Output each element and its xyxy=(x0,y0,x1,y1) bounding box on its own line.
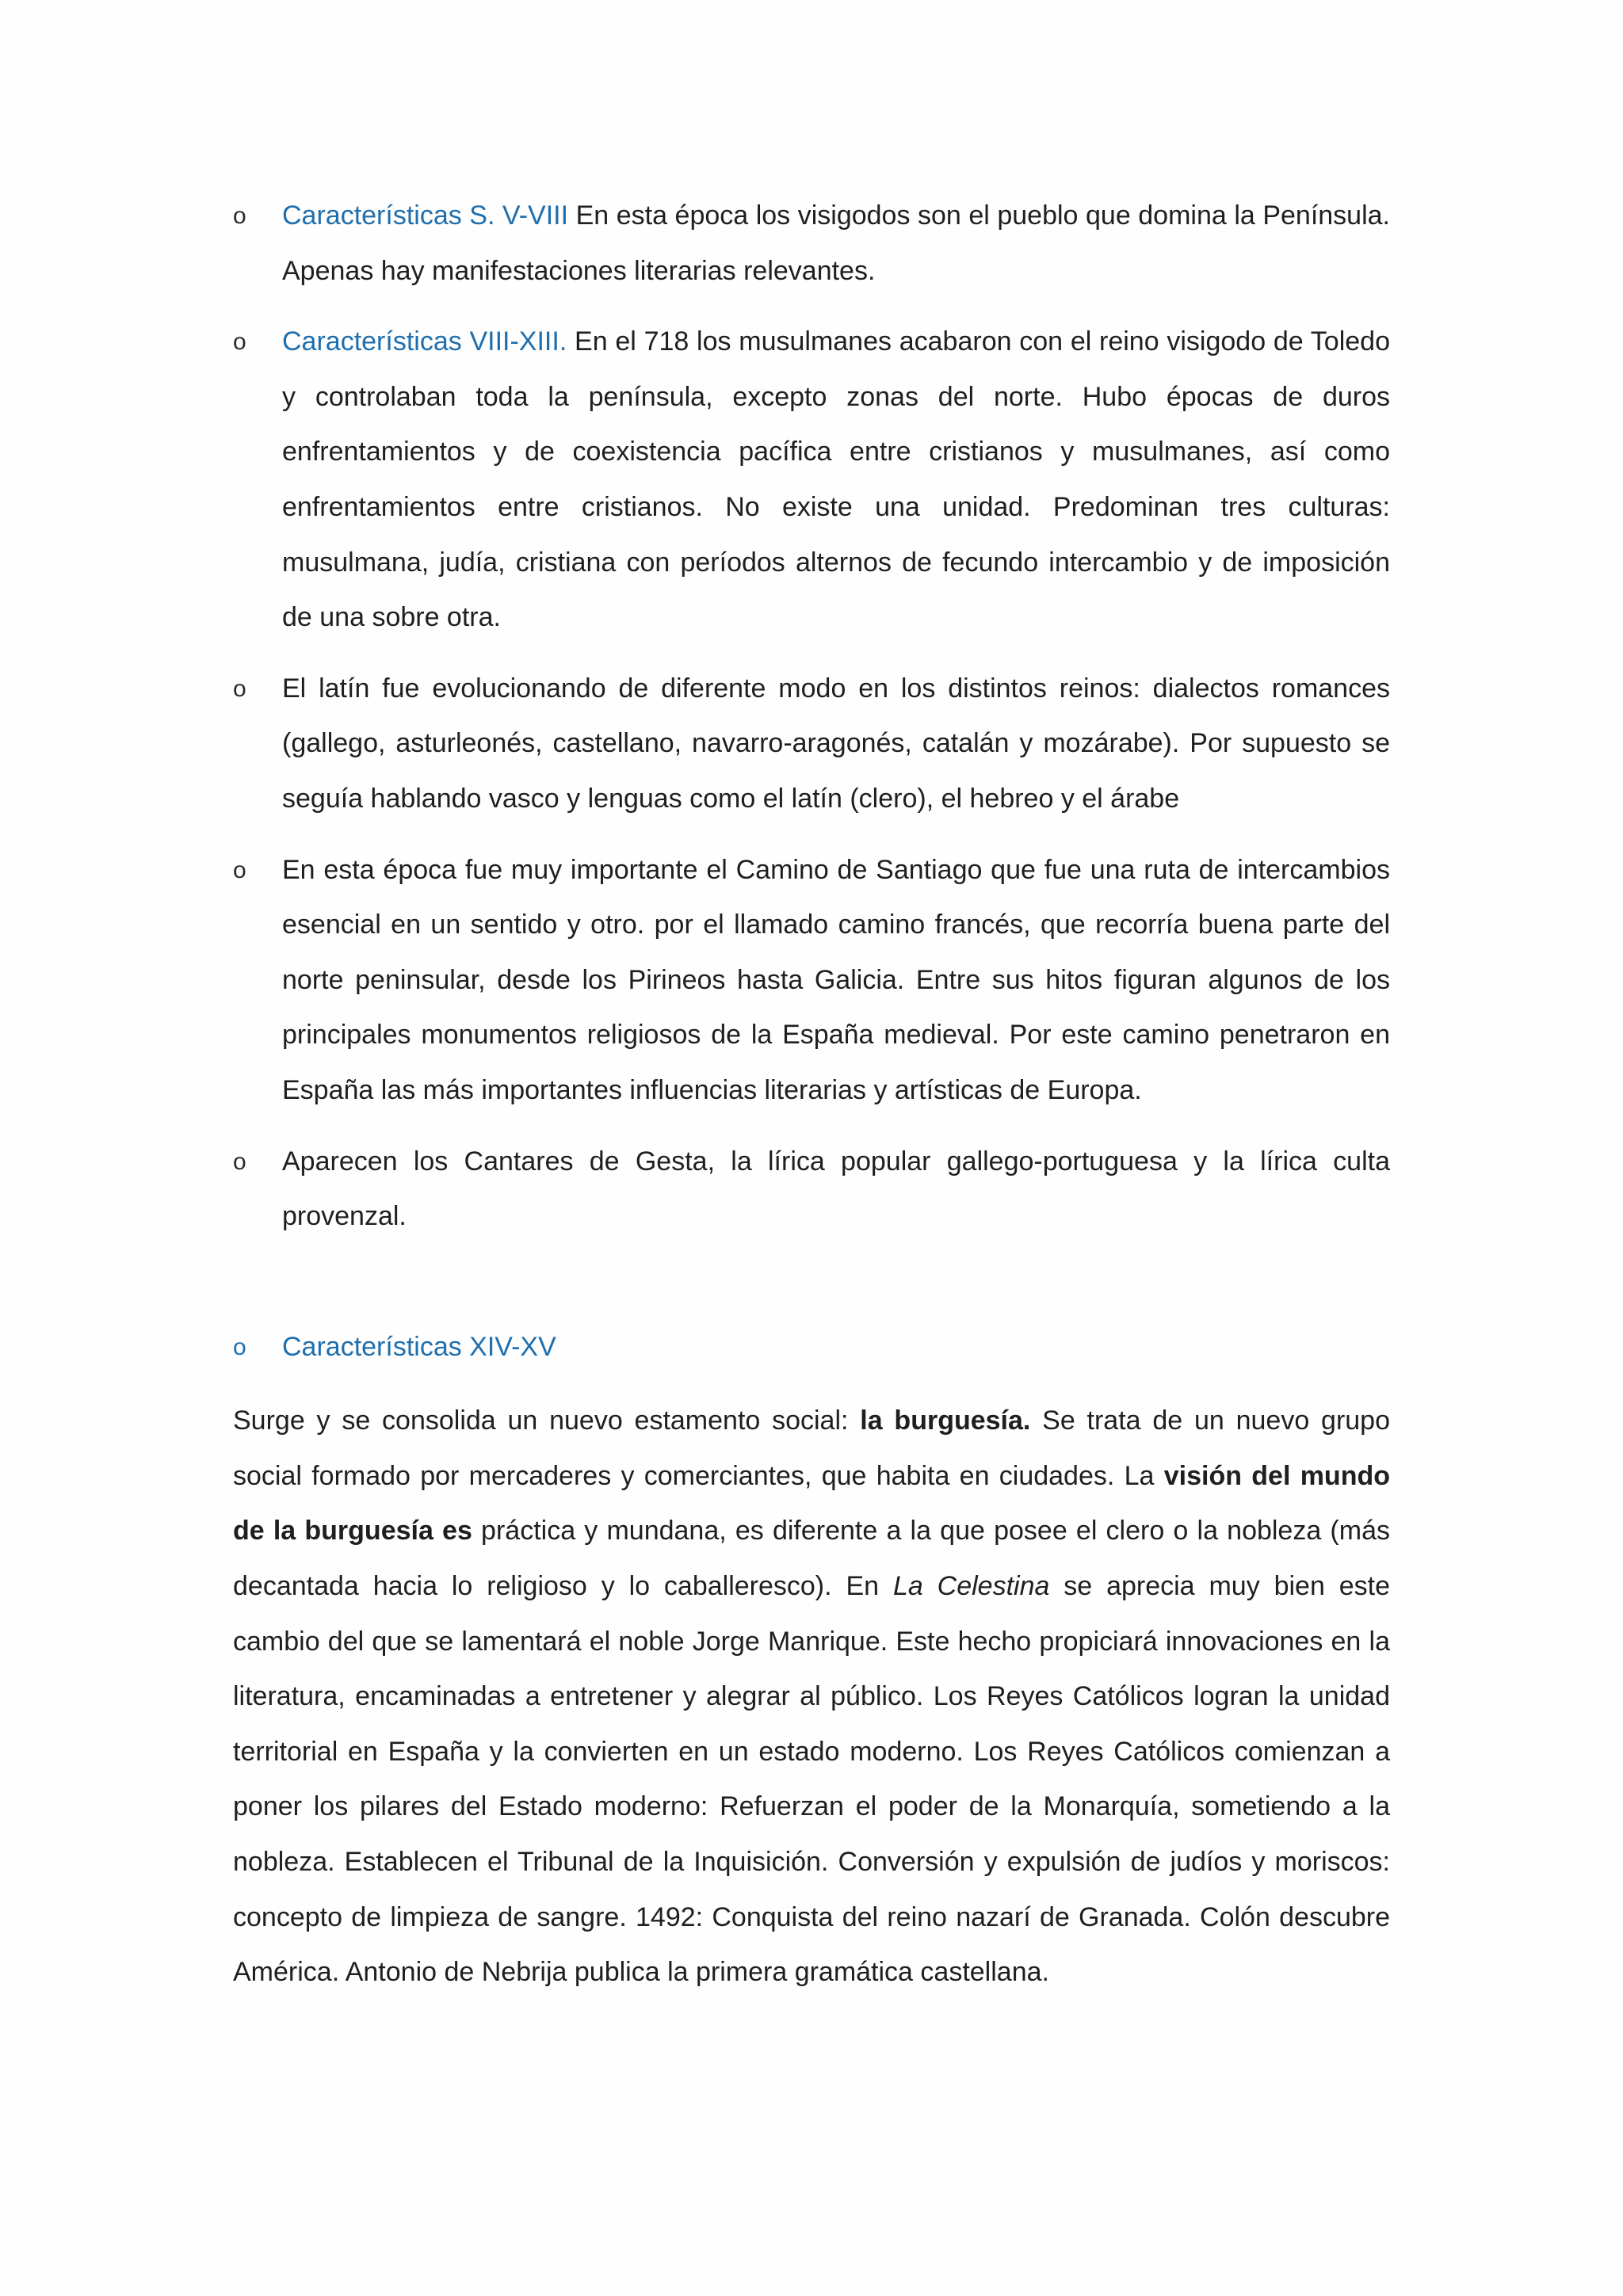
item-text: En el 718 los musulmanes acabaron con el reino visigodo de Toledo y controlaban toda la península, excepto zonas del norte. Hubo épocas de duros enfrentamientos y de coexistencia pacífica entre cristianos y musulmanes, así como enfrentamientos entre cristianos. No existe una unidad. Predominan tres culturas: musulmana, judía, cristiana con períodos alternos de fecundo intercambio y de imposición de una sobre otra. xyxy=(282,326,1390,633)
circle-bullet-icon: o xyxy=(233,203,246,229)
list-item xyxy=(233,843,1390,1119)
document-body xyxy=(233,189,1390,2000)
item-text: En esta época fue muy importante el Camino de Santiago que fue una ruta de intercambios esencial en un sentido y otro. por el llamado camino francés, que recorría buena parte del norte peninsular, desde los Pirineos hasta Galicia. Entre sus hitos figuran algunos de los principales monumentos religiosos de la España medieval. Por este camino penetraron en España las más importantes influencias literarias y artísticas de Europa. xyxy=(282,854,1390,1105)
bold-term: la burguesía. xyxy=(860,1405,1031,1436)
circle-bullet-icon: o xyxy=(233,329,246,356)
section-heading-item xyxy=(233,1320,1390,1375)
italic-title: La Celestina xyxy=(892,1571,1050,1602)
item-heading-link[interactable]: Características VIII-XIII. xyxy=(282,326,567,357)
list-item xyxy=(233,662,1390,827)
list-item xyxy=(233,315,1390,646)
item-text: Aparecen los Cantares de Gesta, la lírica popular gallego-portuguesa y la lírica culta provenzal. xyxy=(282,1146,1390,1232)
item-text: El latín fue evolucionando de diferente modo en los distintos reinos: dialectos romances (gallego, asturleonés, castellano, navarro-aragonés, catalán y mozárabe). Por supuesto se seguía hablando vasco y lenguas como el latín (clero), el hebreo y el árabe xyxy=(282,673,1390,814)
list-item xyxy=(233,1135,1390,1245)
bullet-list xyxy=(233,189,1390,1375)
bold-term: visión del mundo de la burguesía es xyxy=(233,1460,1390,1547)
paragraph-text: Surge y se consolida un nuevo estamento social: xyxy=(233,1405,861,1436)
paragraph-text: práctica y mundana, es diferente a la que posee el clero o la nobleza (más decantada hacia lo religioso y lo caballeresco). En xyxy=(233,1516,1390,1602)
circle-bullet-icon: o xyxy=(233,1333,246,1360)
section-paragraph xyxy=(233,1394,1390,2000)
list-item xyxy=(233,189,1390,299)
circle-bullet-icon: o xyxy=(233,675,246,702)
paragraph-text: Se trata de un nuevo grupo social formado por mercaderes y comerciantes, que habita en ciudades. La xyxy=(233,1405,1391,1491)
circle-bullet-icon: o xyxy=(233,1148,246,1175)
item-heading-link[interactable]: Características S. V-VIII xyxy=(282,200,569,231)
paragraph-text: se aprecia muy bien este cambio del que se lamentará el noble Jorge Manrique. Este hecho propiciará innovaciones en la literatura, encaminadas a entretener y alegrar al público. Los Reyes Católicos logran la unidad territorial en España y la convierten en un estado moderno. Los Reyes Católicos comienzan a poner los pilares del Estado moderno: Refuerzan el poder de la Monarquía, sometiendo a la nobleza. Establecen el Tribunal de la Inquisición. Conversión y expulsión de judíos y moriscos: concepto de limpieza de sangre. 1492: Conquista del reino nazarí de Granada. Colón descubre América. Antonio de Nebrija publica la primera gramática castellana. xyxy=(233,1571,1390,1988)
item-text: En esta época los visigodos son el pueblo que domina la Península. Apenas hay manifestaciones literarias relevantes. xyxy=(282,200,1390,286)
section-heading-link[interactable]: Características XIV-XV xyxy=(282,1331,556,1362)
circle-bullet-icon: o xyxy=(233,856,246,883)
